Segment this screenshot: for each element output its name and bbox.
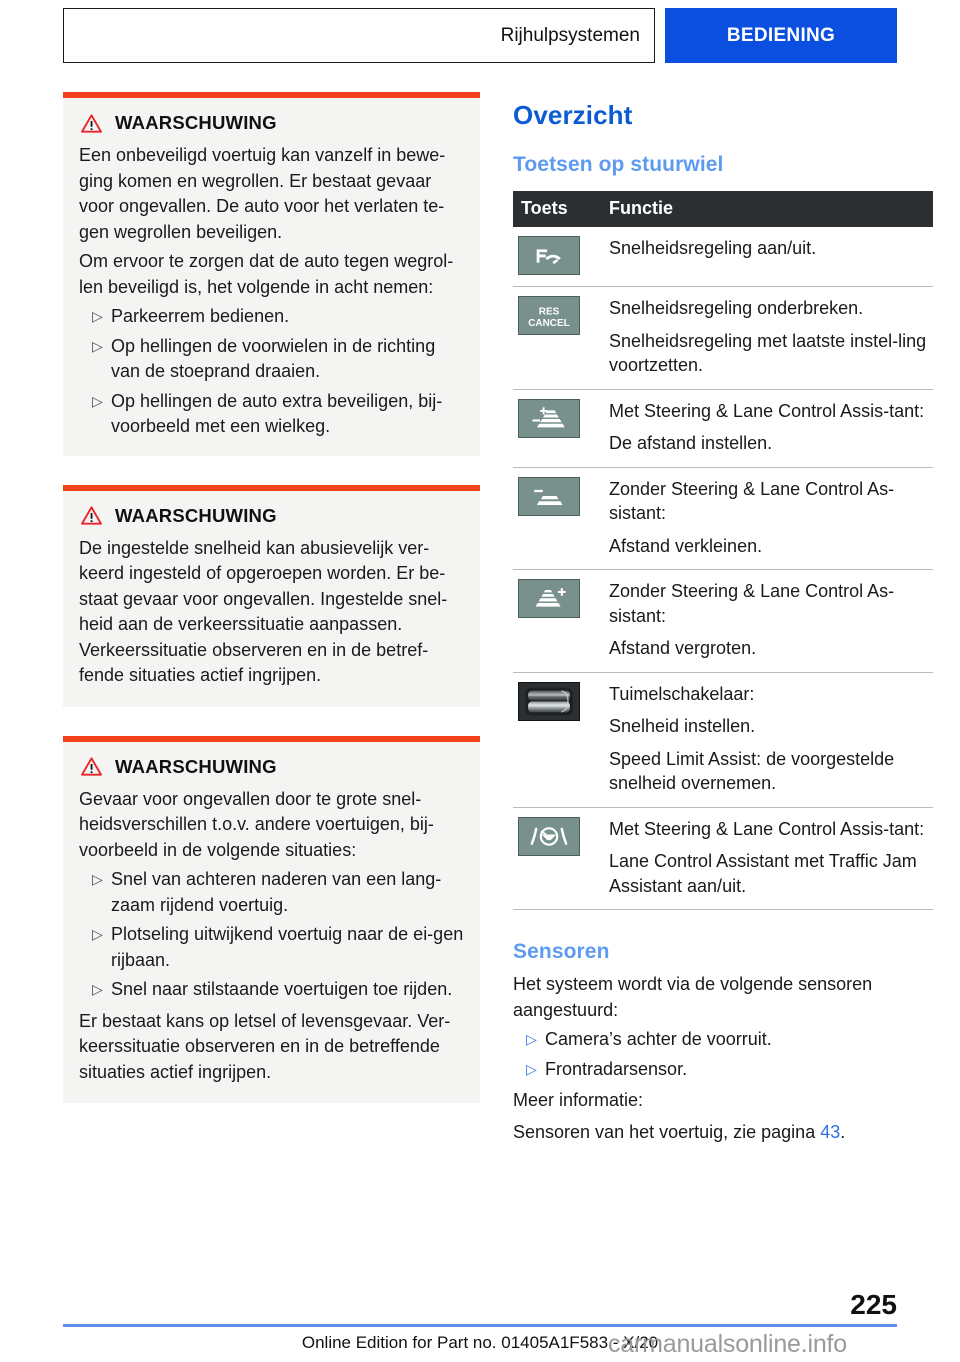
header-section-tab xyxy=(665,8,897,63)
cross-reference xyxy=(513,1120,933,1146)
list-item xyxy=(79,389,464,440)
warning-title xyxy=(79,756,464,778)
function-line: Snelheidsregeling onderbreken. xyxy=(609,298,864,318)
more-info-label: Meer informatie: xyxy=(513,1090,644,1110)
warning-triangle-icon xyxy=(81,506,102,525)
table-cell-function xyxy=(599,807,933,910)
online-edition-note: Online Edition for Part no. 01405A1F583 - X/20 xyxy=(301,1333,659,1352)
triangle-bullet-icon: ▷ xyxy=(92,392,103,409)
list-item-text: Op hellingen de voorwielen in de richting van de stoeprand draaien. xyxy=(111,335,436,381)
list-item xyxy=(79,304,464,330)
distance-decrease-icon xyxy=(518,477,580,516)
distance-increase-icon xyxy=(518,579,580,618)
function-line: Afstand vergroten. xyxy=(609,638,757,658)
svg-text:CANCEL: CANCEL xyxy=(528,317,570,329)
triangle-bullet-icon: ▷ xyxy=(526,1031,537,1047)
table-row xyxy=(513,807,933,910)
list-item-text: Frontradarsensor. xyxy=(545,1058,688,1079)
triangle-bullet-icon: ▷ xyxy=(92,926,103,942)
list-item-text: Snel naar stilstaande voertuigen toe rijden. xyxy=(111,979,453,999)
list-item xyxy=(79,867,464,918)
warning-paragraph: De ingestelde snelheid kan abusievelijk ver-keerd ingesteld of opgeroepen worden. Er be-staat gevaar voor ongevallen. Ingestelde snel-heid aan de verkeerssituatie aanpassen. Verkeerssituatie observeren en in de betref-fende situaties actief ingrijpen. xyxy=(79,537,448,685)
watermark: carmanualsonline.info xyxy=(608,1330,848,1358)
column-header-functie: Functie xyxy=(599,191,933,227)
section-heading-sensoren: Sensoren xyxy=(513,940,610,963)
warning-bullet-list xyxy=(79,867,464,1003)
distance-set-icon xyxy=(518,399,580,438)
table-cell-function xyxy=(599,227,933,287)
list-item-text: Snel van achteren naderen van een lang-zaam rijdend voertuig. xyxy=(111,869,442,915)
table-cell-icon xyxy=(513,807,599,910)
list-item-text: Camera’s achter de voorruit. xyxy=(545,1029,772,1049)
function-line: Snelheid instellen. xyxy=(609,716,756,736)
triangle-bullet-icon: ▷ xyxy=(92,871,103,887)
list-item xyxy=(79,977,464,1003)
cruise-control-icon xyxy=(518,236,580,275)
warning-box xyxy=(63,736,480,1104)
warning-paragraph: Er bestaat kans op letsel of levensgevaar. Ver-keerssituatie observeren en in de betreffende situaties actief ingrijpen. xyxy=(79,1010,451,1082)
list-item xyxy=(513,1027,933,1053)
warning-paragraph: Gevaar voor ongevallen door te grote snel-heidsverschillen t.o.v. andere voertuigen, bij-voorbeeld in de volgende situaties: xyxy=(79,788,434,860)
warning-title xyxy=(79,112,464,134)
table-cell-icon xyxy=(513,467,599,570)
triangle-bullet-icon: ▷ xyxy=(92,337,103,354)
table-row xyxy=(513,467,933,570)
res-cancel-icon xyxy=(518,296,580,335)
sensors-intro: Het systeem wordt via de volgende sensoren aangestuurd: xyxy=(513,974,873,1020)
table-cell-icon xyxy=(513,570,599,673)
cross-reference-text: Sensoren van het voertuig, zie pagina xyxy=(513,1121,821,1142)
function-line: Afstand verkleinen. xyxy=(609,535,763,556)
warning-box xyxy=(63,485,480,707)
header-section-label: BEDIENING xyxy=(726,24,836,46)
function-line: Met Steering & Lane Control Assis-tant: xyxy=(609,400,925,421)
sensors-bullet-list xyxy=(513,1027,933,1082)
function-line: De afstand instellen. xyxy=(609,433,773,453)
list-item-text: Op hellingen de auto extra beveiligen, bij-voorbeeld met een wielkeg. xyxy=(111,390,443,436)
page-header xyxy=(63,8,897,63)
page-title: Overzicht xyxy=(513,100,633,130)
section-heading-toetsen: Toetsen op stuurwiel xyxy=(513,153,724,176)
list-item xyxy=(513,1057,933,1083)
right-column xyxy=(513,100,933,1145)
table-row xyxy=(513,672,933,807)
table-header-row xyxy=(513,191,933,227)
footer-divider xyxy=(63,1324,897,1327)
table-cell-function xyxy=(599,570,933,673)
table-row xyxy=(513,287,933,390)
table-cell-function xyxy=(599,389,933,467)
warning-title xyxy=(79,505,464,527)
table-cell-function xyxy=(599,467,933,570)
table-cell-function xyxy=(599,287,933,390)
table-cell-icon xyxy=(513,389,599,467)
table-row xyxy=(513,570,933,673)
triangle-bullet-icon: ▷ xyxy=(92,308,103,324)
column-header-toets: Toets xyxy=(513,191,599,227)
rocker-switch-icon xyxy=(518,682,580,721)
list-item xyxy=(79,922,464,973)
function-line: Zonder Steering & Lane Control As-sistant: xyxy=(609,581,895,626)
table-row xyxy=(513,389,933,467)
table-cell-icon xyxy=(513,287,599,390)
function-line: Snelheidsregeling met laatste instel-ling voortzetten. xyxy=(609,330,927,375)
warning-paragraph: Een onbeveiligd voertuig kan vanzelf in bewe-ging komen en wegrollen. Er bestaat gevaar voor ongevallen. De auto voor het verlaten te-gen wegrollen beveiligen. xyxy=(79,145,446,242)
page-reference-link[interactable]: 43 xyxy=(820,1121,841,1142)
warning-paragraph: Om ervoor te zorgen dat de auto tegen wegrol-len beveiligd is, het volgende in acht nemen: xyxy=(79,251,454,297)
function-line: Speed Limit Assist: de voorgestelde snelheid overnemen. xyxy=(609,748,895,793)
list-item-text: Plotseling uitwijkend voertuig naar de ei-gen rijbaan. xyxy=(111,924,464,970)
function-line: Lane Control Assistant met Traffic Jam Assistant aan/uit. xyxy=(609,851,917,896)
list-item-text: Parkeerrem bedienen. xyxy=(111,306,290,326)
function-line: Met Steering & Lane Control Assis-tant: xyxy=(609,818,925,839)
header-chapter-label: Rijhulpsystemen xyxy=(500,24,640,46)
table-cell-icon xyxy=(513,672,599,807)
svg-text:RES: RES xyxy=(538,306,560,318)
warning-label: WAARSCHUWING xyxy=(115,755,277,777)
table-cell-icon xyxy=(513,227,599,287)
triangle-bullet-icon: ▷ xyxy=(92,981,103,997)
table-row xyxy=(513,227,933,287)
warning-box xyxy=(63,92,480,456)
function-line: Tuimelschakelaar: xyxy=(609,683,755,704)
warning-bullet-list xyxy=(79,304,464,440)
steering-wheel-buttons-table xyxy=(513,191,933,910)
left-column xyxy=(63,92,480,1132)
triangle-bullet-icon: ▷ xyxy=(526,1060,537,1077)
lane-control-icon xyxy=(518,817,580,856)
warning-label: WAARSCHUWING xyxy=(115,112,277,133)
warning-triangle-icon xyxy=(81,757,102,776)
warning-label: WAARSCHUWING xyxy=(115,504,277,526)
page-number: 225 xyxy=(842,1288,897,1322)
function-line: Zonder Steering & Lane Control As-sistant: xyxy=(609,478,895,523)
warning-triangle-icon xyxy=(81,114,102,133)
list-item xyxy=(79,334,464,385)
header-chapter-tab xyxy=(63,8,655,63)
table-cell-function xyxy=(599,672,933,807)
cross-reference-suffix: . xyxy=(840,1121,846,1142)
function-line: Snelheidsregeling aan/uit. xyxy=(609,238,817,258)
